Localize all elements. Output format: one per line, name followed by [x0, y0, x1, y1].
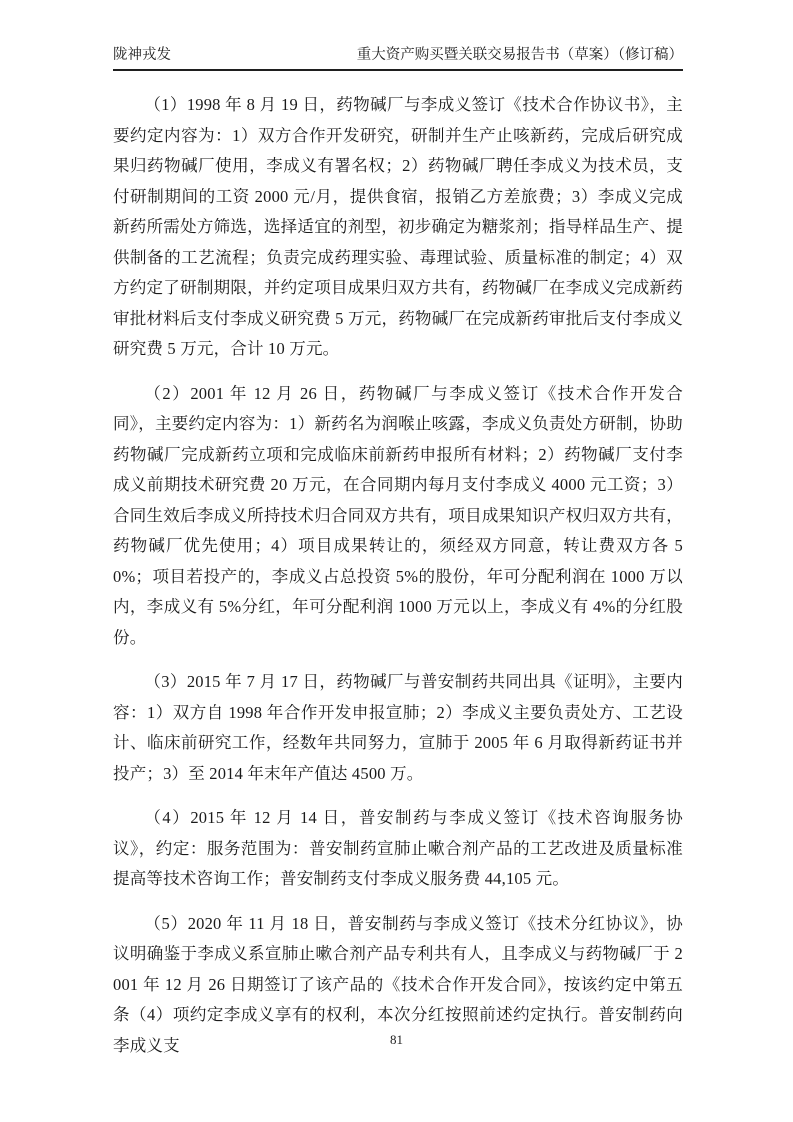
- header-document-title: 重大资产购买暨关联交易报告书（草案）（修订稿）: [356, 47, 683, 63]
- paragraph-2: （2）2001 年 12 月 26 日，药物碱厂与李成义签订《技术合作开发合同》，主要约定内容为：1）新药名为润喉止咳露，李成义负责处方研制，协助药物碱厂完成新药立项和完成临床前新药申报所有材料；2）药物碱厂支付李成义前期技术研究费 20 万元，在合同期内每月支付李成义 4000 元工资；3）合同生效后李成义所持技术归合同双方共有，项目成果知识产权归双方共有，药物碱厂优先使用；4）项目成果转让的，须经双方同意，转让费双方各 50%；项目若投产的，李成义占总投资 5%的股份，年可分配利润在 1000 万以内，李成义有 5%分红，年可分配利润 1000 万元以上，李成义有 4%的分红股份。: [113, 383, 683, 647]
- header-company-name: 陇神戎发: [113, 47, 171, 63]
- paragraph-1: （1）1998 年 8 月 19 日，药物碱厂与李成义签订《技术合作协议书》，主要约定内容为：1）双方合作开发研究，研制并生产止咳新药，完成后研究成果归药物碱厂使用，李成义有署名权；2）药物碱厂聘任李成义为技术员，支付研制期间的工资 2000 元/月，提供食宿，报销乙方差旅费；3）李成义完成新药所需处方筛选，选择适宜的剂型，初步确定为糖浆剂；指导样品生产、提供制备的工艺流程；负责完成药理实验、毒理试验、质量标准的制定；4）双方约定了研制期限，并约定项目成果归双方共有，药物碱厂在李成义完成新药审批材料后支付李成义研究费 5 万元，药物碱厂在完成新药审批后支付李成义研究费 5 万元，合计 10 万元。: [113, 95, 683, 358]
- paragraph-3: （3）2015 年 7 月 17 日，药物碱厂与普安制药共同出具《证明》，主要内容：1）双方自 1998 年合作开发申报宣肺；2）李成义主要负责处方、工艺设计、临床前研究工作，经数年共同努力，宣肺于 2005 年 6 月取得新药证书并投产；3）至 2014 年末年产值达 4500 万。: [113, 672, 683, 783]
- paragraph-4: （4）2015 年 12 月 14 日，普安制药与李成义签订《技术咨询服务协议》，约定：服务范围为：普安制药宣肺止嗽合剂产品的工艺改进及质量标准提高等技术咨询工作；普安制药支付李成义服务费 44,105 元。: [113, 808, 683, 888]
- paragraph-5: （5）2020 年 11 月 18 日，普安制药与李成义签订《技术分红协议》，协议明确鉴于李成义系宣肺止嗽合剂产品专利共有人，且李成义与药物碱厂于 2001 年 12 月 26 日期签订了该产品的《技术合作开发合同》，按该约定中第五条（4）项约定李成义享有的权利，本次分红按照前述约定执行。普安制药向李成义支: [113, 913, 683, 1055]
- page-header: [113, 46, 683, 71]
- page-number: 81: [390, 1032, 403, 1047]
- document-body: [113, 90, 683, 1075]
